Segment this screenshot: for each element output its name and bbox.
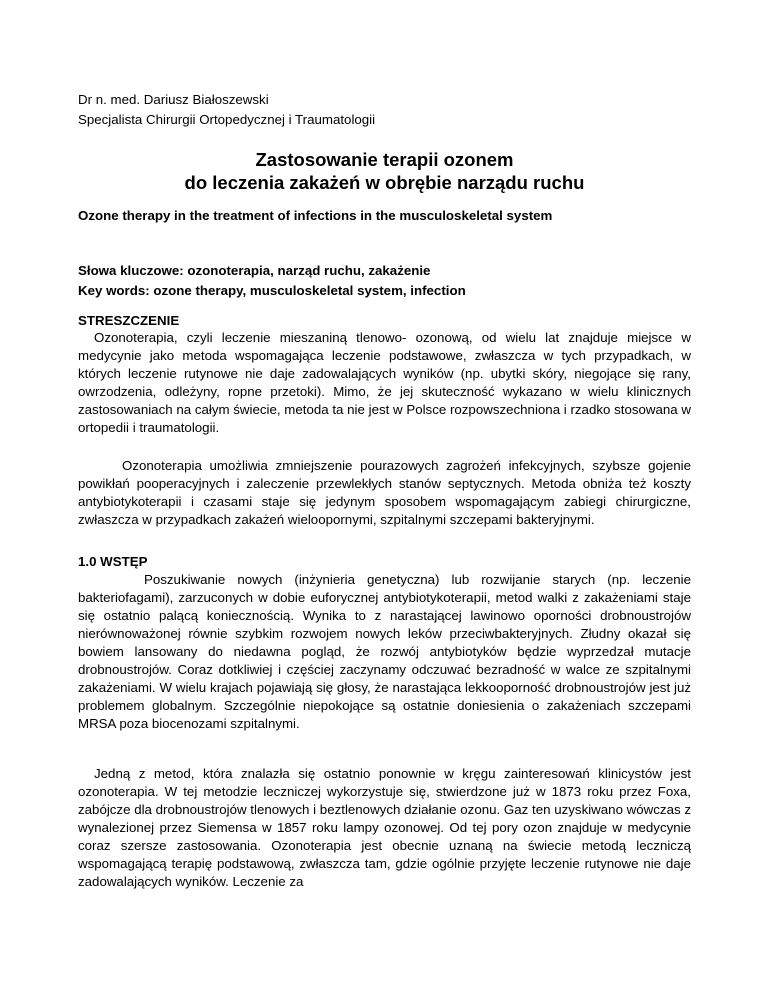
keywords-polish: Słowa kluczowe: ozonoterapia, narząd ruchu, zakażenie [78, 263, 431, 278]
title-line-1: Zastosowanie terapii ozonem [255, 149, 514, 170]
author-block [78, 91, 691, 131]
abstract-paragraph-2: Ozonoterapia umożliwia zmniejszenie pourazowych zagrożeń infekcyjnych, szybsze gojenie powikłań pooperacyjnych i zaleczenie przewlekłych stanów septycznych. Metoda obniża też koszty antybiotykoterapii i czasami staje się jedynym sposobem wspomagającym zabiegi chirurgiczne, zwłaszcza w przypadkach zakażeń wieloopornymi, szpitalnymi szczepami bakteryjnymi. [78, 458, 691, 527]
intro-paragraph-1: Poszukiwanie nowych (inżynieria genetyczna) lub rozwijanie starych (np. leczenie bakteriofagami), zarzuconych w dobie euforycznej antybiotykoterapii, metod walki z zakażeniami staje się ostatnio palącą koniecznością. Wynika to z narastającej lawinowo oporności drobnoustrojów nierównoważonej równie szybkim rozwojem nowych leków przeciwbakteryjnych. Złudny okazał się bowiem lansowany do niedawna pogląd, że rozwój antybiotyków będzie wyprzedzał mutacje drobnoustrojów. Coraz dotkliwiej i częściej zaczynamy odczuwać bezradność w walce ze szpitalnymi zakażeniami. W wielu krajach pojawiają się głosy, że narastająca lekkooporność drobnoustrojów jest już problemem globalnym. Szczególnie niepokojące są ostatnie doniesienia o zakażeniach szczepami MRSA poza biocenozami szpitalnymi. [78, 572, 691, 731]
abstract-heading: STRESZCZENIE [78, 313, 180, 328]
document-title [78, 148, 691, 194]
intro-paragraph-2: Jedną z metod, która znalazła się ostatnio ponownie w kręgu zainteresowań klinicystów jest ozonoterapia. W tej metodzie leczniczej wykorzystuje się, stwierdzone już w 1873 roku przez Foxa, zabójcze dla drobnoustrojów tlenowych i beztlenowych działanie ozonu. Gaz ten uzyskiwano wówczas z wynalezionej przez Siemensa w 1857 roku lampy ozonowej. Od tej pory ozon znajduje w medycynie coraz szersze zastosowania. Ozonoterapia jest obecnie uznaną na świecie metodą leczniczą wspomagającą terapię podstawową, zwłaszcza tam, gdzie ogólnie przyjęte leczenie rutynowe nie daje zadowalających wyników. Leczenie za [78, 766, 691, 889]
title-line-2: do leczenia zakażeń w obrębie narządu ruchu [184, 172, 585, 193]
english-title: Ozone therapy in the treatment of infections in the musculoskeletal system [78, 208, 553, 223]
keywords-english: Key words: ozone therapy, musculoskeletal system, infection [78, 283, 466, 298]
keywords-block [78, 262, 691, 302]
author-name: Dr n. med. Dariusz Białoszewski [78, 92, 269, 107]
intro-heading: 1.0 WSTĘP [78, 554, 148, 569]
abstract-paragraph-1: Ozonoterapia, czyli leczenie mieszaniną tlenowo- ozonową, od wielu lat znajduje miejsce w medycynie jako metoda wspomagająca leczenie podstawowe, zwłaszcza w tych przypadkach, w których leczenie rutynowe nie daje zadowalających wyników (np. ubytki skóry, niegojące się rany, owrzodzenia, odleżyny, ropne przetoki). Mimo, że jej skuteczność wykazano w wielu klinicznych zastosowaniach na całym świecie, metoda ta nie jest w Polsce rozpowszechniona i rzadko stosowana w ortopedii i traumatologii. [78, 330, 691, 435]
author-specialty: Specjalista Chirurgii Ortopedycznej i Traumatologii [78, 112, 376, 127]
